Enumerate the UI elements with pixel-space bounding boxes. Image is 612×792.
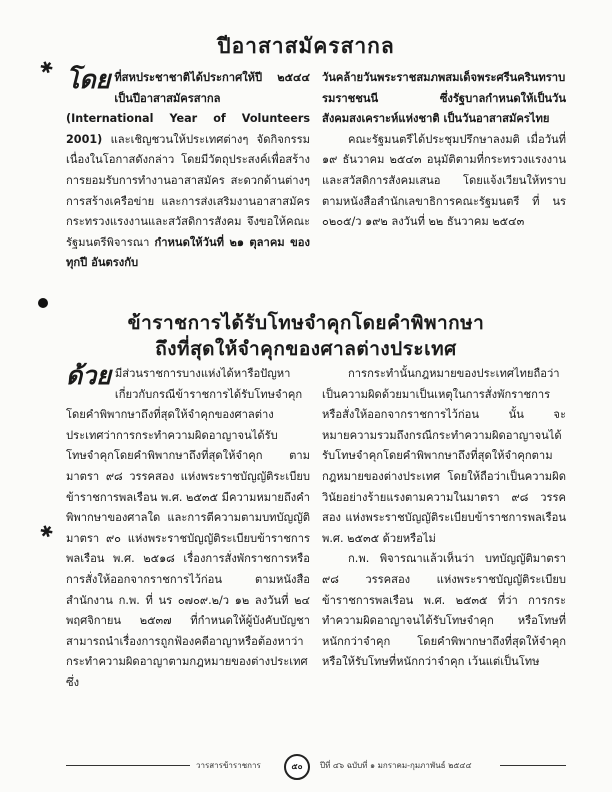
footer-rule-left xyxy=(66,765,190,766)
article1-column-1 xyxy=(66,65,310,274)
section-title-volunteer-year: ปีอาสาสมัครสากล xyxy=(217,33,395,58)
article1-lead-text: ที่สหประชาชาติได้ประกาศให้ปี ๒๕๔๔ เป็นปีอาสาสมัครสากล (International Year of Volunteers 2001) xyxy=(66,71,310,146)
article2-column-2 xyxy=(322,364,566,673)
article1-column-2 xyxy=(322,68,566,233)
article1-body-text: และเชิญชวนให้ประเทศต่างๆ จัดกิจกรรมเนื่องในโอกาสดังกล่าว โดยมีวัตถุประสงค์เพื่อสร้างการยอมรับการทำงานอาสาสมัคร สะดวกด้านต่างๆ การสร้างเครือข่าย และการส่งเสริมงานอาสาสมัคร กระทรวงแรงงานและสวัสดิการสังคม จึงขอให้คณะรัฐมนตรีพิจารณา xyxy=(66,132,310,249)
article1-col2-paragraph-1: วันคล้ายวันพระราชสมภพสมเด็จพระศรีนครินทราบรมราชชนนี ซึ่งรัฐบาลกำหนดให้เป็นวันสังคมสงเคราะห์แห่งชาติ เป็นวันอาสาสมัครไทย xyxy=(322,71,566,126)
article2-col2-paragraph-1: การกระทำนั้นกฎหมายของประเทศไทยถือว่าเป็นความผิดด้วยมาเป็นเหตุในการสั่งพักราชการหรือสั่งให้ออกจากราชการไว้ก่อน นั้น จะหมายความรวมถึงกรณีกระทำความผิดอาญาจนได้รับโทษจำคุกโดยคำพิพากษาถึงที่สุดให้จำคุกตามกฎหมายของต่างประเทศ โดยให้ถือว่าเป็นความผิดวินัยอย่างร้ายแรงตามความในมาตรา ๙๘ วรรคสอง แห่งพระราชบัญญัติระเบียบข้าราชการพลเรือน พ.ศ. ๒๕๓๕ ด้วยหรือไม่ xyxy=(322,367,566,545)
article2-title-line-2: ถึงที่สุดให้จำคุกของศาลต่างประเทศ xyxy=(155,338,457,360)
article1-col2-paragraph-2: คณะรัฐมนตรีได้ประชุมปรึกษาลงมติ เมื่อวันที่ ๑๙ ธันวาคม ๒๕๔๓ อนุมัติตามที่กระทรวงแรงงานและสวัสดิการสังคมเสนอ โดยแจ้งเวียนให้ทราบตามหนังสือสำนักเลขาธิการคณะรัฐมนตรี ที่ นร ๐๒๐๕/ว ๑๙๒ ลงวันที่ ๒๒ ธันวาคม ๒๕๔๓ xyxy=(322,132,566,229)
article2-col1-text: มีส่วนราชการบางแห่งได้หารือปัญหาเกี่ยวกับกรณีข้าราชการได้รับโทษจำคุก โดยคำพิพากษาถึงที่สุดให้จำคุกของศาลต่างประเทศว่าการกระทำความผิดอาญาจนได้รับโทษจำคุกโดยคำพิพากษาถึงที่สุดให้จำคุก ตามมาตรา ๙๘ วรรคสอง แห่งพระราชบัญญัติระเบียบข้าราชการพลเรือน พ.ศ. ๒๕๓๕ มีความหมายถึงคำพิพากษาของศาลใด และการตีความตามบทบัญญัติมาตรา ๙๐ แห่งพระราชบัญญัติระเบียบข้าราชการพลเรือน พ.ศ. ๒๕๑๘ เรื่องการสั่งพักราชการหรือการสั่งให้ออกจากราชการไว้ก่อน ตามหนังสือสำนักงาน ก.พ. ที่ นร ๐๗๐๙.๒/ว ๑๒ ลงวันที่ ๒๔ พฤศจิกายน ๒๕๓๗ ที่กำหนดให้ผู้บังคับบัญชาสามารถนำเรื่องการถูกฟ้องคดีอาญาหรือต้องหาว่ากระทำความผิดอาญาตามกฎหมายของต่างประเทศซึ่ง xyxy=(66,367,310,689)
footer-journal-name: วารสารข้าราชการ xyxy=(196,761,261,770)
footer-issue-info: ปีที่ ๔๖ ฉบับที่ ๑ มกราคม-กุมภาพันธ์ ๒๕๔๔ xyxy=(320,761,472,770)
article2-title-line-1: ข้าราชการได้รับโทษจำคุกโดยคำพิพากษา xyxy=(127,312,485,334)
article2-col2-paragraph-2: ก.พ. พิจารณาแล้วเห็นว่า บทบัญญัติมาตรา ๙๘ วรรคสอง แห่งพระราชบัญญัติระเบียบข้าราชการพลเรือน พ.ศ. ๒๕๓๕ ที่ว่า การกระทำความผิดอาญาจนได้รับโทษจำคุก หรือโทษที่หนักกว่าจำคุก โดยคำพิพากษาถึงที่สุดให้จำคุก หรือให้รับโทษที่หนักกว่าจำคุก เว้นแต่เป็นโทษ xyxy=(322,552,566,669)
article1-dropcap: โดย xyxy=(66,65,111,94)
footer-rule-right xyxy=(500,765,566,766)
article2-column-1 xyxy=(66,361,310,694)
article1-bold-closing: กำหนดให้วันที่ ๒๑ ตุลาคม ของทุกปี อันตรงกับ xyxy=(66,235,310,270)
page-footer xyxy=(0,754,612,778)
star-ornament-icon: ✱ xyxy=(37,56,57,79)
bullet-dot-icon xyxy=(38,298,48,308)
article2-dropcap: ด้วย xyxy=(66,361,111,390)
page-number-emblem: ๕๐ xyxy=(284,754,310,780)
star-ornament-icon: ✱ xyxy=(37,520,57,543)
